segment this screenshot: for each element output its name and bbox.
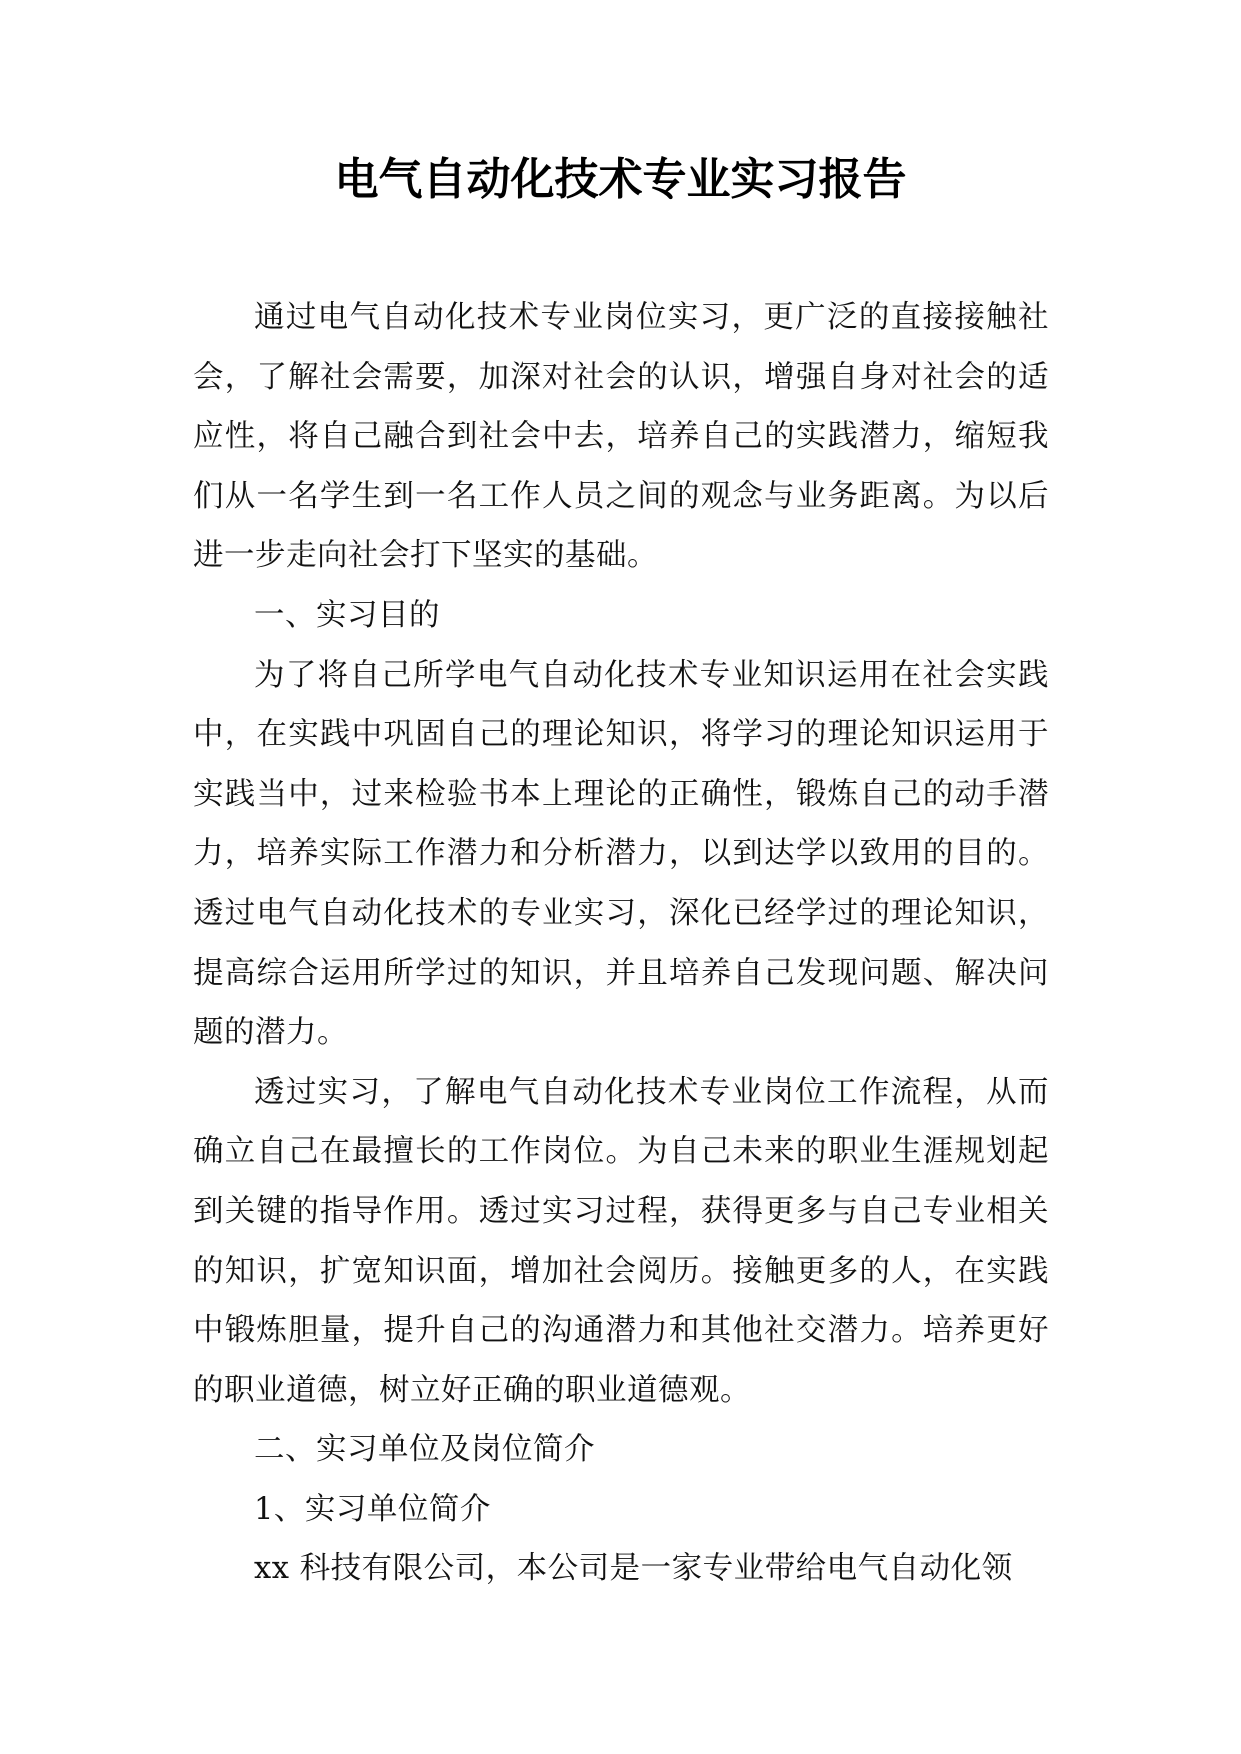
paragraph-purpose: 为了将自己所学电气自动化技术专业知识运用在社会实践中，在实践中巩固自己的理论知识，将学习的理论知识运用于实践当中，过来检验书本上理论的正确性，锻炼自己的动手潜力，培养实际工作潜力和分析潜力，以到达学以致用的目的。透过电气自动化技术的专业实习，深化已经学过的理论知识，提高综合运用所学过的知识，并且培养自己发现问题、解决问题的潜力。 (193, 657, 1049, 1051)
document-title: 电气自动化技术专业实习报告 (334, 154, 907, 205)
paragraph-intro: 通过电气自动化技术专业岗位实习，更广泛的直接接触社会，了解社会需要，加深对社会的认识，增强自身对社会的适应性，将自己融合到社会中去，培养自己的实践潜力，缩短我们从一名学生到一名工作人员之间的观念与业务距离。为以后进一步走向社会打下坚实的基础。 (193, 300, 1049, 574)
section-heading-unit: 二、实习单位及岗位简介 (254, 1432, 595, 1468)
subsection-heading-unit-intro: 1、实习单位简介 (254, 1491, 491, 1527)
section-heading-purpose: 一、实习目的 (254, 597, 440, 633)
paragraph-company: xx 科技有限公司，本公司是一家专业带给电气自动化领 (254, 1551, 1013, 1587)
document-body (193, 288, 1049, 1599)
paragraph-process: 透过实习，了解电气自动化技术专业岗位工作流程，从而确立自己在最擅长的工作岗位。为自己未来的职业生涯规划起到关键的指导作用。透过实习过程，获得更多与自己专业相关的知识，扩宽知识面，增加社会阅历。接触更多的人，在实践中锻炼胆量，提升自己的沟通潜力和其他社交潜力。培养更好的职业道德，树立好正确的职业道德观。 (193, 1074, 1049, 1408)
